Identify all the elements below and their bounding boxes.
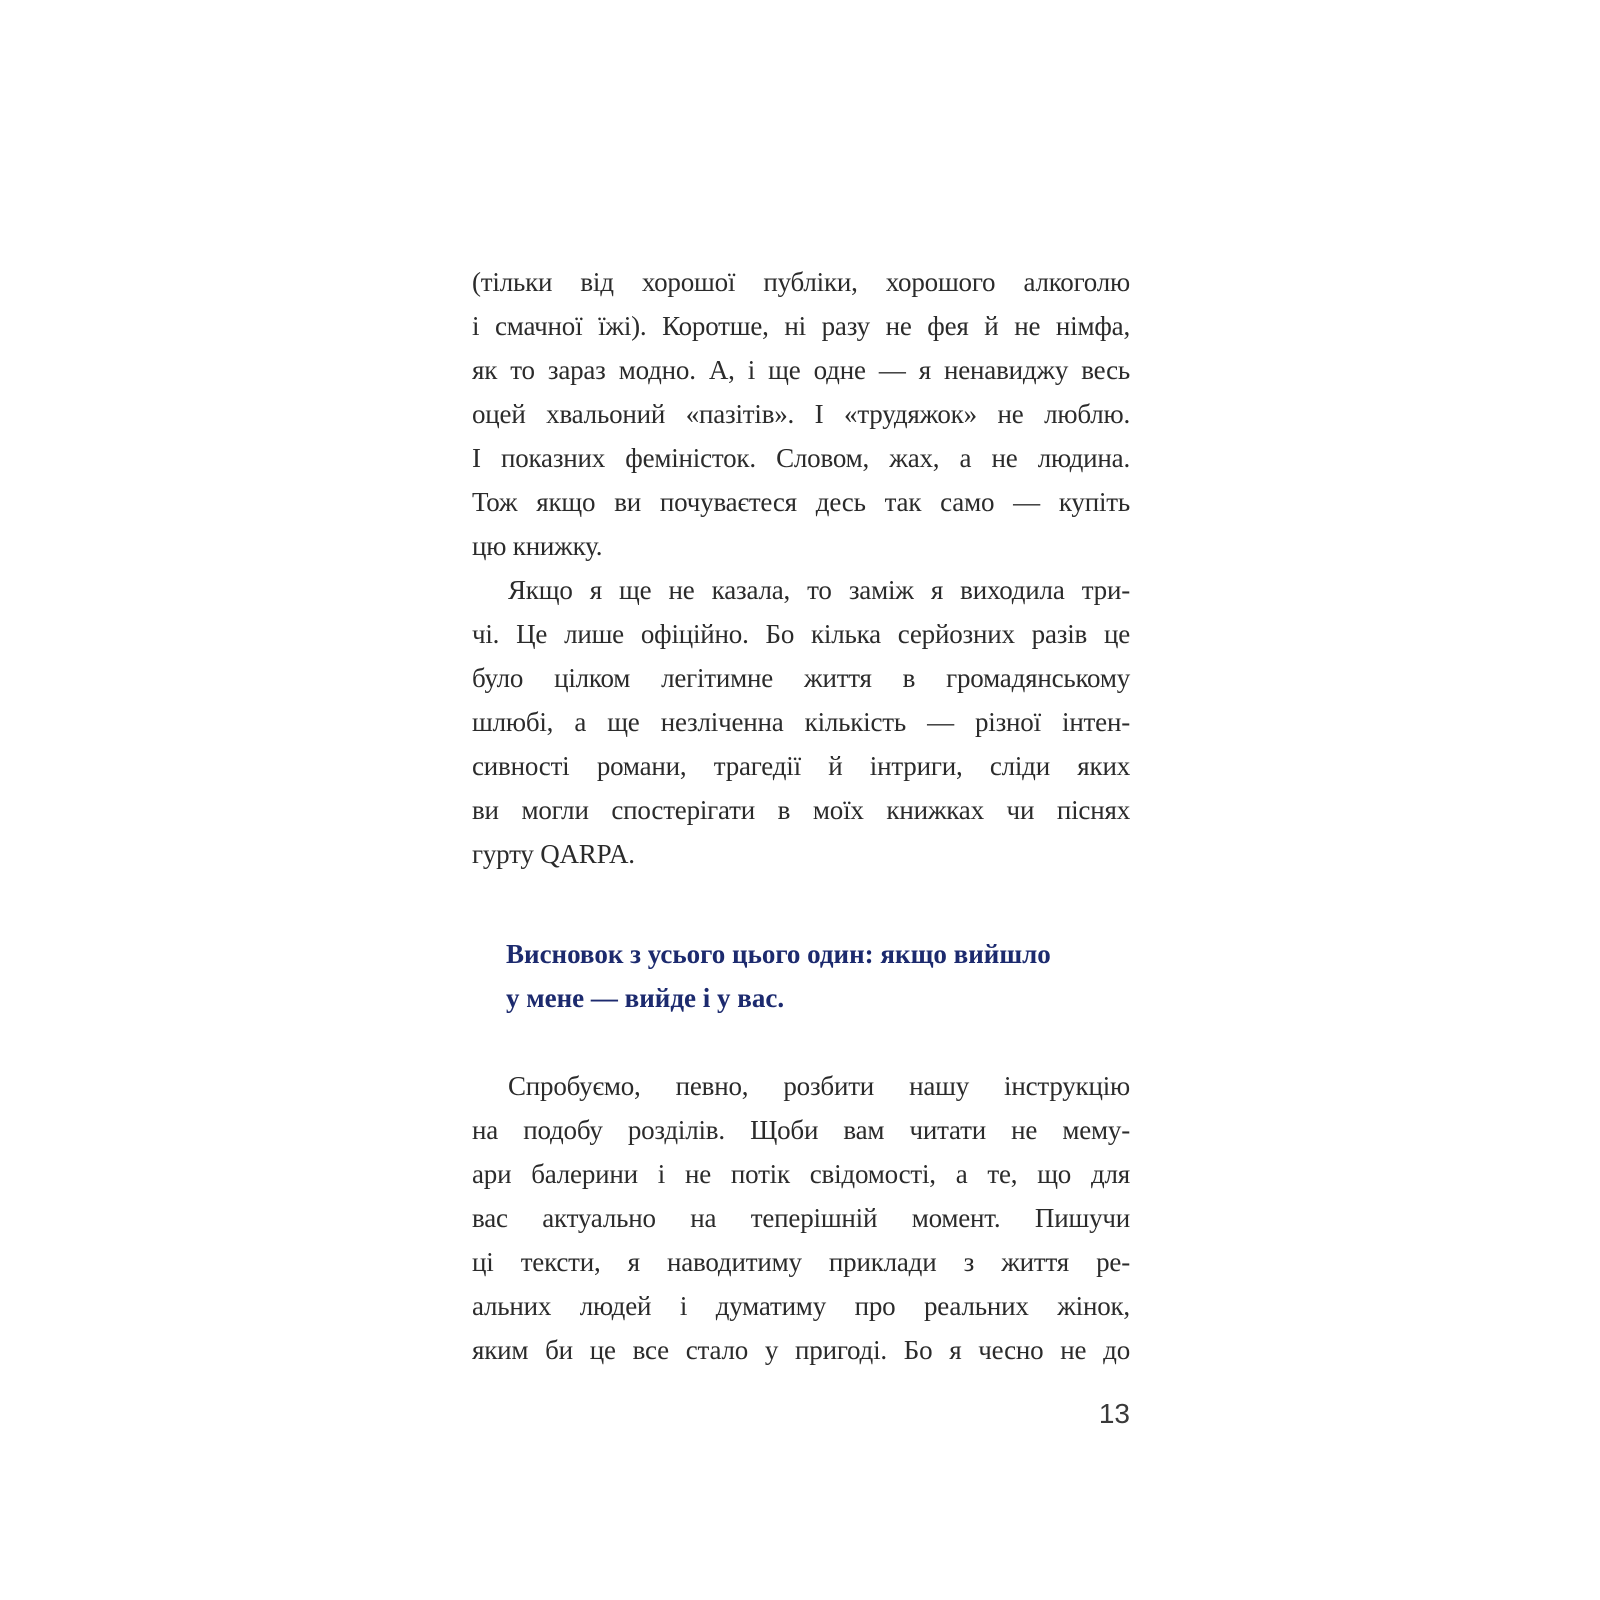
text-line: шлюбі, а ще незліченна кількість — різної інтен- [472, 707, 1130, 737]
text-line: Тож якщо ви почуваєтеся десь так само — купіть [472, 487, 1130, 517]
text-line: сивності романи, трагедії й інтриги, сліди яких [472, 751, 1130, 781]
text-line: як то зараз модно. А, і ще одне — я ненавиджу весь [472, 355, 1130, 385]
text-line: яким би це все стало у пригоді. Бо я чесно не до [472, 1335, 1130, 1365]
callout-text-line: у мене — вийде і у вас. [506, 983, 785, 1013]
text-line: ці тексти, я наводитиму приклади з життя ре- [472, 1247, 1130, 1277]
text-line: І показних феміністок. Словом, жах, а не людина. [472, 443, 1130, 473]
text-line: ви могли спостерігати в моїх книжках чи піснях [472, 795, 1130, 825]
page-number: 13 [1098, 1398, 1130, 1429]
text-line: (тільки від хорошої публіки, хорошого алкоголю [472, 267, 1130, 297]
text-column [472, 260, 1130, 1372]
text-line: ари балерини і не потік свідомості, а те, що для [472, 1159, 1130, 1189]
text-line: альних людей і думатиму про реальних жінок, [472, 1291, 1130, 1321]
text-line: Спробуємо, певно, розбити нашу інструкцію [508, 1071, 1130, 1101]
body-paragraph [472, 1064, 1130, 1372]
text-line: оцей хвальоний «пазітів». І «трудяжок» не люблю. [472, 399, 1130, 429]
text-line: на подобу розділів. Щоби вам читати не мему- [472, 1115, 1130, 1145]
text-line: Якщо я ще не казала, то заміж я виходила три- [508, 575, 1130, 605]
text-line: було цілком легітимне життя в громадянському [472, 663, 1130, 693]
callout-text-line: Висновок з усього цього один: якщо вийшло [506, 939, 1051, 969]
text-line: і смачної їжі). Коротше, ні разу не фея й не німфа, [472, 311, 1130, 341]
body-paragraph [472, 260, 1130, 568]
text-line: вас актуально на теперішній момент. Пишучи [472, 1203, 1130, 1233]
body-paragraph [472, 568, 1130, 876]
text-line: цю книжку. [472, 531, 603, 561]
text-line: гурту QARPA. [472, 839, 635, 869]
callout-paragraph [506, 932, 1130, 1020]
text-line: чі. Це лише офіційно. Бо кілька серйозних разів це [472, 619, 1130, 649]
